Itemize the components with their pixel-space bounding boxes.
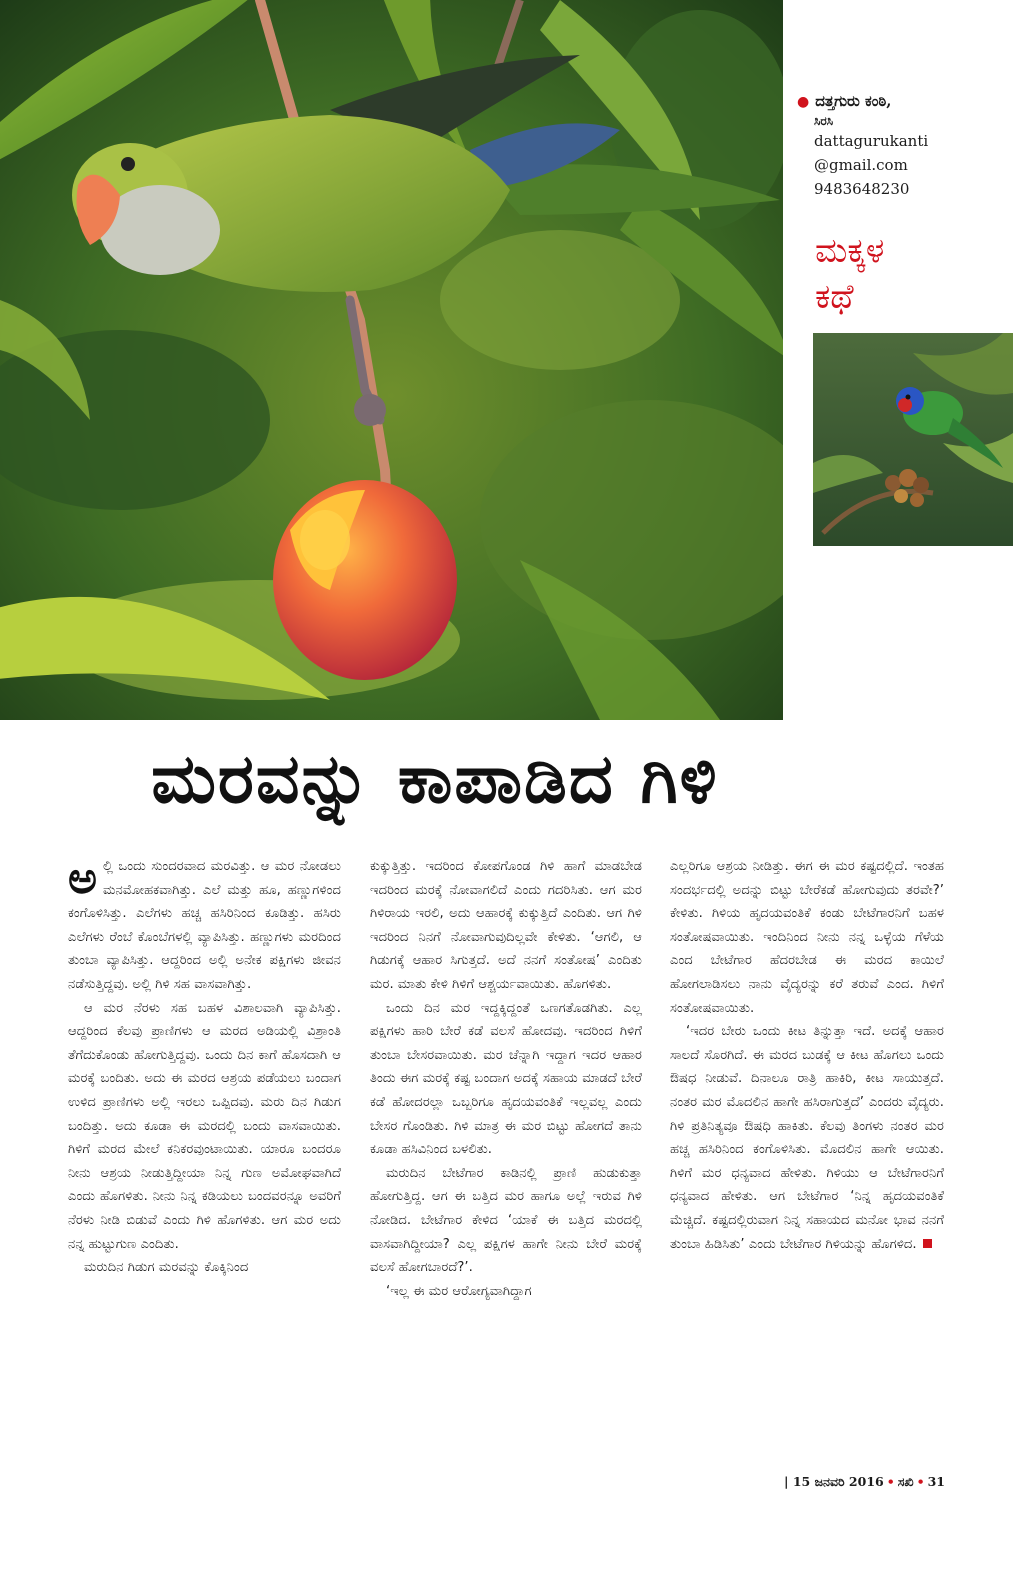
author-email-user[interactable]: dattagurukanti [814,132,929,150]
article-paragraph: ಎಲ್ಲರಿಗೂ ಆಶ್ರಯ ನೀಡಿತ್ತು. ಈಗ ಈ ಮರ ಕಷ್ಟದಲ್ಲಿದೆ. ಇಂತಹ ಸಂದರ್ಭದಲ್ಲಿ ಅದನ್ನು ಬಿಟ್ಟು ಬೇರೆಕಡೆ ಹೋಗುವುದು ತರವೇ?’ ಕೇಳಿತು. ಗಿಳಿಯ ಹೃದಯವಂತಿಕೆ ಕಂಡು ಬೇಟೆಗಾರನಿಗೆ ಬಹಳ ಸಂತೋಷವಾಯಿತು. ಇಂದಿನಿಂದ ನೀನು ನನ್ನ ಒಳ್ಳೆಯ ಗೆಳೆಯ ಎಂದ ಬೇಟೆಗಾರ ಹೆದರಬೇಡ ಈ ಮರದ ಕಾಯಿಲೆ ಹೋಗಲಾಡಿಸಲು ನಾನು ವೈದ್ಯರನ್ನು ಕರೆ ತರುವೆ ಎಂದ. ಗಿಳಿಗೆ ಸಂತೋಷವಾಯಿತು. [670,859,944,1016]
separator-dot-icon: • [916,1474,925,1489]
article-column-3 [670,855,944,1256]
article-paragraph: ಕುಕ್ಕುತ್ತಿತ್ತು. ಇದರಿಂದ ಕೋಪಗೊಂಡ ಗಿಳಿ ಹಾಗೆ ಮಾಡಬೇಡ ಇದರಿಂದ ಮರಕ್ಕೆ ನೋವಾಗಲಿದೆ ಎಂದು ಗದರಿಸಿತು. ಆಗ ಮರ ಗಿಳಿರಾಯ ಇರಲಿ, ಅದು ಆಹಾರಕ್ಕೆ ಕುಕ್ಕುತ್ತಿದೆ ಎಂದಿತು. ಆಗ ಗಿಳಿ ಇದರಿಂದ ನಿನಗೆ ನೋವಾಗುವುದಿಲ್ಲವೇ ಕೇಳಿತು. ‘ಆಗಲಿ, ಆ ಗಿಡುಗಕ್ಕೆ ಆಹಾರ ಸಿಗುತ್ತದೆ. ಅದೆ ನನಗೆ ಸಂತೋಷ’ ಎಂದಿತು ಮರ. ಮಾತು ಕೇಳಿ ಗಿಳಿಗೆ ಆಶ್ಚರ್ಯವಾಯಿತು. ಹೊಗಳಿತು. [370,859,642,992]
article-paragraph [670,1020,944,1256]
end-of-story-icon [923,1239,932,1248]
section-label-line1: ಮಕ್ಕಳ [815,231,885,271]
page-footer [775,1474,945,1490]
article-paragraph: ಒಂದು ದಿನ ಮರ ಇದ್ದಕ್ಕಿದ್ದಂತೆ ಒಣಗತೊಡಗಿತು. ಎಲ್ಲ ಪಕ್ಷಿಗಳು ಹಾರಿ ಬೇರೆ ಕಡೆ ವಲಸೆ ಹೋದವು. ಇದರಿಂದ ಗಿಳಿಗೆ ತುಂಬಾ ಬೇಸರವಾಯಿತು. ಮರ ಚೆನ್ನಾಗಿ ಇದ್ದಾಗ ಇದರ ಆಹಾರ ತಿಂದು ಈಗ ಮರಕ್ಕೆ ಕಷ್ಟ ಬಂದಾಗ ಅದಕ್ಕೆ ಸಹಾಯ ಮಾಡದೆ ಬೇರೆ ಕಡೆ ಹೋದರಲ್ಲಾ ಒಬ್ಬರಿಗೂ ಹೃದಯವಂತಿಕೆ ಇಲ್ಲವಲ್ಲ ಎಂದು ಬೇಸರ ಗೊಂಡಿತು. ಗಿಳಿ ಮಾತ್ರ ಈ ಮರ ಬಿಟ್ಟು ಹೋಗದೆ ತಾನು ಕೂಡಾ ಹಸಿವಿನಿಂದ ಬಳಲಿತು. [370,1000,642,1158]
article-paragraph: ಮರುದಿನ ಬೇಟೆಗಾರ ಕಾಡಿನಲ್ಲಿ ಪ್ರಾಣಿ ಹುಡುಕುತ್ತಾ ಹೋಗುತ್ತಿದ್ದ. ಆಗ ಈ ಬತ್ತಿದ ಮರ ಹಾಗೂ ಅಲ್ಲೆ ಇರುವ ಗಿಳಿ ನೋಡಿದ. ಬೇಟೆಗಾರ ಕೇಳಿದ ‘ಯಾಕೆ ಈ ಬತ್ತಿದ ಮರದಲ್ಲಿ ವಾಸವಾಗಿದ್ದೀಯಾ? ಎಲ್ಲ ಪಕ್ಷಿಗಳ ಹಾಗೇ ನೀನು ಬೇರೆ ಮರಕ್ಕೆ ವಲಸೆ ಹೋಗಬಾರದೆ?’. [370,1165,642,1276]
paragraph-text: ಲ್ಲಿ ಒಂದು ಸುಂದರವಾದ ಮರವಿತ್ತು. ಆ ಮರ ನೋಡಲು ಮನಮೋಹಕವಾಗಿತ್ತು. ಎಲೆ ಮತ್ತು ಹೂ, ಹಣ್ಣುಗಳಿಂದ ಕಂಗೊಳಿಸಿತ್ತು. ಎಲೆಗಳು ಹಚ್ಚ ಹಸಿರಿನಿಂದ ಕೂಡಿತ್ತು. ಹಸಿರು ಎಲೆಗಳು ರೆಂಬೆ ಕೊಂಬೆಗಳಲ್ಲಿ ವ್ಯಾಪಿಸಿತ್ತು. ಹಣ್ಣುಗಳು ಮರದಿಂದ ತುಂಬಾ ವ್ಯಾಪಿಸಿತ್ತು. ಆದ್ದರಿಂದ ಅಲ್ಲಿ ಅನೇಕ ಪಕ್ಷಿಗಳು ಜೀವನ ನಡೆಸುತ್ತಿದ್ದವು. ಅಲ್ಲಿ ಗಿಳಿ ಸಹ ವಾಸವಾಗಿತ್ತು. [68,859,341,992]
article-paragraph: ‘ಇಲ್ಲ ಈ ಮರ ಆರೋಗ್ಯವಾಗಿದ್ದಾಗ [386,1283,532,1299]
article-headline: ಮರವನ್ನು ಕಾಪಾಡಿದ ಗಿಳಿ [151,740,719,819]
article-paragraph [68,855,341,997]
magazine-name: ಸಖಿ [897,1474,914,1489]
section-label [815,228,1005,320]
section-label-line2: ಕಥೆ [815,277,854,317]
article-column-1 [68,855,341,1280]
author-phone: 9483648230 [814,180,910,198]
inset-parrot-photo [813,333,1013,546]
author-name [797,92,1007,110]
author-email-domain[interactable]: @gmail.com [814,156,908,174]
article-paragraph: ಮರುದಿನ ಗಿಡುಗ ಮರವನ್ನು ಕೊಕ್ಕಿನಿಂದ [84,1260,249,1276]
footer-divider: | [783,1474,793,1489]
separator-dot-icon: • [886,1474,895,1489]
author-name-text: ದತ್ತಗುರು ಕಂಠಿ, [815,92,892,110]
article-column-2 [370,855,642,1303]
bullet-icon: ● [797,94,810,110]
hero-parrot-photo [0,0,783,720]
article-paragraph: ಆ ಮರ ನೆರಳು ಸಹ ಬಹಳ ವಿಶಾಲವಾಗಿ ವ್ಯಾಪಿಸಿತ್ತು. ಆದ್ದರಿಂದ ಕೆಲವು ಪ್ರಾಣಿಗಳು ಆ ಮರದ ಅಡಿಯಲ್ಲಿ ವಿಶ್ರಾಂತಿ ತೆಗೆದುಕೊಂಡು ಹೋಗುತ್ತಿದ್ದವು. ಒಂದು ದಿನ ಕಾಗೆ ಹೊಸದಾಗಿ ಆ ಮರಕ್ಕೆ ಬಂದಿತು. ಅದು ಈ ಮರದ ಆಶ್ರಯ ಪಡೆಯಲು ಬಂದಾಗ ಉಳಿದ ಪ್ರಾಣಿಗಳು ಅಲ್ಲಿ ಇರಲು ಒಪ್ಪಿದವು. ಮರು ದಿನ ಗಿಡುಗ ಬಂದಿತ್ತು. ಅದು ಕೂಡಾ ಈ ಮರದಲ್ಲಿ ಬಂದು ವಾಸವಾಯಿತು. ಗಿಳಿಗೆ ಮರದ ಮೇಲೆ ಕನಿಕರವುಂಟಾಯಿತು. ಯಾರೂ ಬಂದರೂ ನೀನು ಆಶ್ರಯ ನೀಡುತ್ತಿದ್ದೀಯಾ ನಿನ್ನ ಗುಣ ಅಮೋಘವಾಗಿದೆ ಎಂದು ಹೊಗಳಿತು. ನೀನು ನಿನ್ನ ಕಡಿಯಲು ಬಂದವರನ್ನೂ ಅವರಿಗೆ ನೆರಳು ನೀಡಿ ಬಿಡುವೆ ಎಂದು ಗಿಳಿ ಹೊಗಳಿತು. ಆಗ ಮರ ಅದು ನನ್ನ ಹುಟ್ಟುಗುಣ ಎಂದಿತು. [68,1000,341,1252]
byline [797,92,1007,201]
page-number: 31 [927,1474,945,1489]
issue-date: 15 ಜನವರಿ 2016 [792,1474,884,1489]
paragraph-text: ‘ಇದರ ಬೇರು ಒಂದು ಕೀಟ ತಿನ್ನುತ್ತಾ ಇದೆ. ಅದಕ್ಕೆ ಆಹಾರ ಸಾಲದೆ ಸೊರಗಿದೆ. ಈ ಮರದ ಬುಡಕ್ಕೆ ಆ ಕೀಟ ಹೊಗಲು ಒಂದು ಔಷಧ ನೀಡುವೆ. ದಿನಾಲೂ ರಾತ್ರಿ ಹಾಕಿರಿ, ಕೀಟ ಸಾಯುತ್ತದೆ. ನಂತರ ಮರ ಮೊದಲಿನ ಹಾಗೇ ಹಸಿರಾಗುತ್ತದೆ’ ಎಂದರು ವೈದ್ಯರು. ಗಿಳಿ ಪ್ರತಿನಿತ್ಯವೂ ಔಷಧಿ ಹಾಕಿತು. ಕೆಲವು ತಿಂಗಳು ನಂತರ ಮರ ಹಚ್ಚ ಹಸಿರಿನಿಂದ ಕಂಗೊಳಿಸಿತು. ಮೊದಲಿನ ಹಾಗೇ ಆಯಿತು. ಗಿಳಿಗೆ ಮರ ಧನ್ಯವಾದ ಹೇಳಿತು. ಗಿಳಿಯು ಆ ಬೇಟೆಗಾರನಿಗೆ ಧನ್ಯವಾದ ಹೇಳಿತು. ಆಗ ಬೇಟೆಗಾರ ‘ನಿನ್ನ ಹೃದಯವಂತಿಕೆ ಮೆಚ್ಚಿದೆ. ಕಷ್ಟದಲ್ಲಿರುವಾಗ ನಿನ್ನ ಸಹಾಯದ ಮನೋ ಭಾವ ನನಗೆ ತುಂಬಾ ಹಿಡಿಸಿತು’ ಎಂದು ಬೇಟೆಗಾರ ಗಿಳಿಯನ್ನು ಹೊಗಳಿದ. [670,1024,944,1252]
author-place: ಸಿರಸಿ [814,114,834,128]
drop-cap: ಅ [68,853,97,904]
